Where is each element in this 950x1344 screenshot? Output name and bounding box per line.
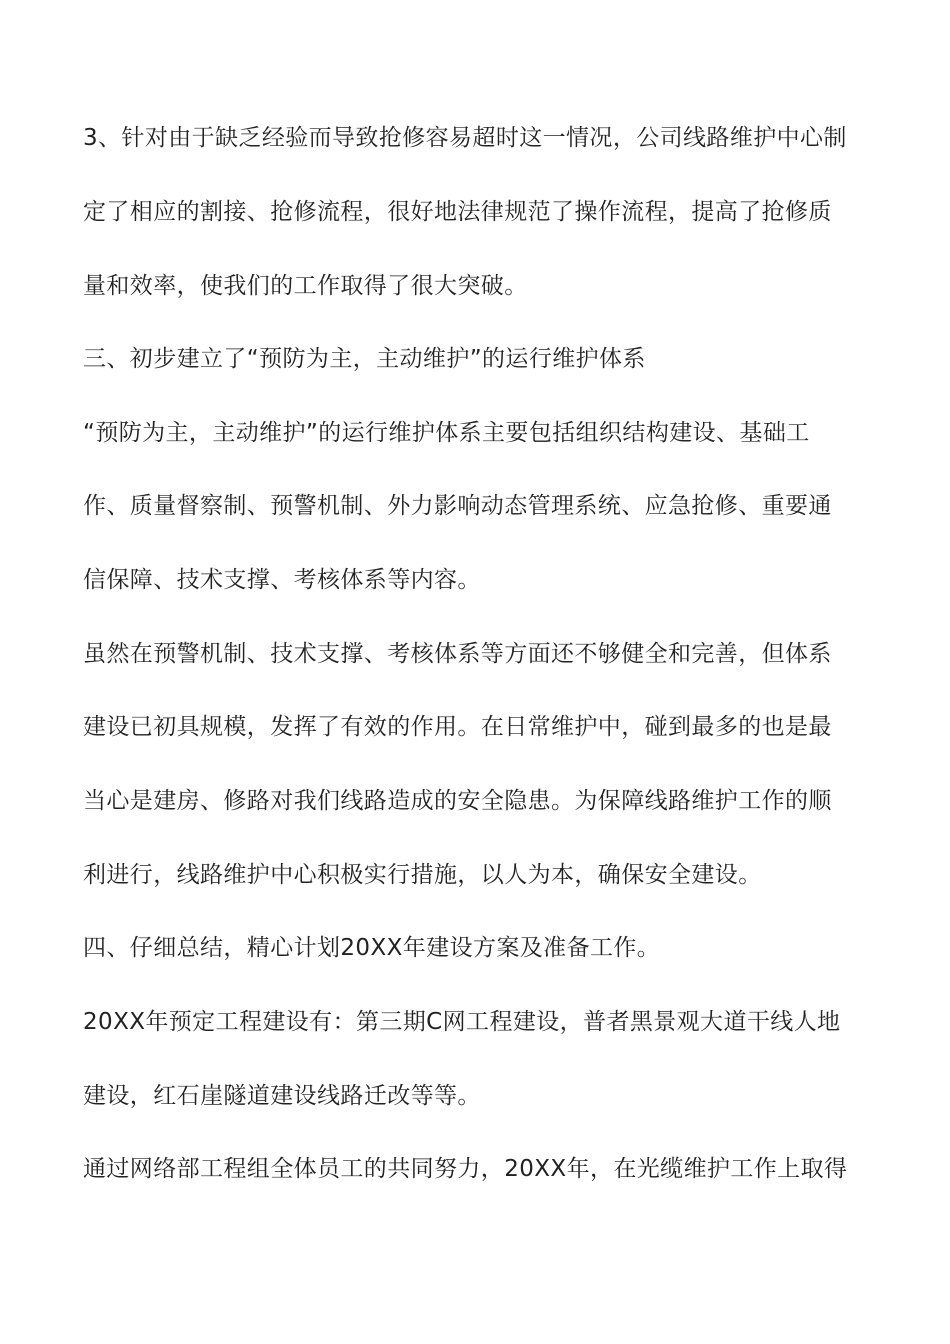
paragraph-line: 3、针对由于缺乏经验而导致抢修容易超时这一情况，公司线路维护中心制 — [83, 125, 847, 151]
paragraph-line: 建设，红石崖隧道建设线路迁改等等。 — [83, 1083, 481, 1109]
section-heading: 三、初步建立了“预防为主，主动维护”的运行维护体系 — [83, 346, 646, 372]
paragraph-line: 信保障、技术支撑、考核体系等内容。 — [83, 567, 481, 593]
paragraph-line: 虽然在预警机制、技术支撑、考核体系等方面还不够健全和完善，但体系 — [83, 641, 832, 667]
paragraph-line: 当心是建房、修路对我们线路造成的安全隐患。为保障线路维护工作的顺 — [83, 788, 832, 814]
paragraph-line: 通过网络部工程组全体员工的共同努力，20XX年，在光缆维护工作上取得 — [83, 1156, 848, 1182]
paragraph-line: 定了相应的割接、抢修流程，很好地法律规范了操作流程，提高了抢修质 — [83, 199, 832, 225]
paragraph-line: 利进行，线路维护中心积极实行措施，以人为本，确保安全建设。 — [83, 862, 762, 888]
section-heading: 四、仔细总结，精心计划20XX年建设方案及准备工作。 — [83, 935, 661, 961]
paragraph-line: “预防为主，主动维护”的运行维护体系主要包括组织结构建设、基础工 — [83, 420, 810, 446]
paragraph-line: 量和效率，使我们的工作取得了很大突破。 — [83, 273, 528, 299]
paragraph-line: 20XX年预定工程建设有：第三期C网工程建设，普者黑景观大道干线人地 — [83, 1009, 841, 1035]
paragraph-line: 建设已初具规模，发挥了有效的作用。在日常维护中，碰到最多的也是最 — [83, 714, 832, 740]
paragraph-line: 作、质量督察制、预警机制、外力影响动态管理系统、应急抢修、重要通 — [83, 493, 832, 519]
